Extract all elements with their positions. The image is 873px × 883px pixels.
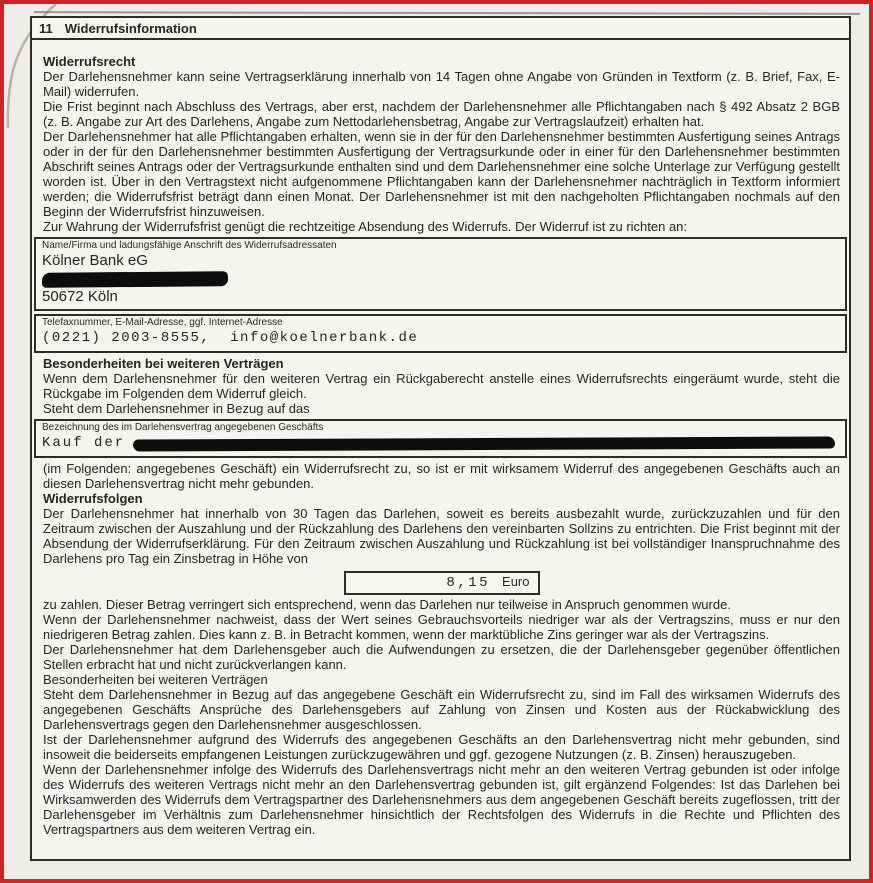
heading-widerrufsfolgen: Widerrufsfolgen [43, 491, 143, 506]
contact-field-label: Telefaxnummer, E-Mail-Adresse, ggf. Internet-Adresse [42, 317, 283, 328]
business-field-box [34, 419, 847, 458]
address-field-label: Name/Firma und ladungsfähige Anschrift des Widerrufsadressaten [42, 240, 337, 251]
business-value-prefix: Kauf der [42, 435, 126, 451]
document-body [32, 40, 849, 837]
redaction-bar-street [42, 271, 228, 288]
interest-amount-value: 8,15 [446, 575, 491, 591]
bank-name: Kölner Bank eG [42, 252, 148, 269]
redaction-bar-business [133, 436, 835, 451]
bank-city: 50672 Köln [42, 288, 118, 305]
subheading-besonderheiten-2: Besonderheiten bei weiteren Verträgen [43, 672, 268, 687]
interest-amount-box [344, 571, 540, 595]
paragraph-business-intro: Steht dem Darlehensnehmer in Bezug auf das [43, 401, 310, 416]
document-frame [30, 16, 851, 861]
paragraph-lower-interest: Wenn der Darlehensnehmer nachweist, dass der Wert seines Gebrauchsvorteils niedriger war als der Vertragszins, muss er nur den niedrigeren Betrag zahlen. Dies kann z. B. in Betracht kommen, wenn der marktübliche Zins geringer war als der Vertragszins. [43, 612, 840, 642]
contact-value: (0221) 2003-8555, info@koelnerbank.de [42, 330, 419, 346]
paragraph-return-right: Wenn dem Darlehensnehmer für den weiteren Vertrag ein Rückgaberecht anstelle eines Widerrufsrechts eingeräumt wurde, steht die Rückgabe im Folgenden dem Widerruf gleich. [43, 371, 840, 401]
paragraph-legal-consequences: Wenn der Darlehensnehmer infolge des Widerrufs des Darlehensvertrags nicht mehr an den weiteren Vertrag gebunden ist oder infolge des Widerrufs des weiteren Vertrags nicht mehr an den Darlehensvertrag gebunden ist, gilt ergänzend Folgendes: Ist das Darlehen bei Wirksamwerden des Widerrufs dem Vertragspartner des Darlehensnehmers aus dem angegebenen Geschäft bereits zugeflossen, tritt der Darlehensgeber im Verhältnis zum Darlehensnehmer hinsichtlich der Rechtsfolgen des Widerrufs in die Rechte und Pflichten des Vertragspartners aus dem weiteren Vertrag ein. [43, 762, 840, 837]
page-title: Widerrufsinformation [64, 21, 197, 36]
section-header [32, 18, 849, 40]
paragraph-repayment: Der Darlehensnehmer hat innerhalb von 30 Tagen das Darlehen, soweit es bereits ausbezahlt wurde, zurückzuzahlen und für den Zeitraum zwischen der Auszahlung und der Rückzahlung des Darlehens den vereinbarten Sollzins zu entrichten. Die Frist beginnt mit der Absendung der Widerrufserklärung. Für den Zeitraum zwischen Auszahlung und Rückzahlung ist bei vollständiger Inanspruchnahme des Darlehens pro Tag ein Zinsbetrag in Höhe von [43, 506, 840, 566]
paragraph-claims-excluded: Steht dem Darlehensnehmer in Bezug auf das angegebene Geschäft ein Widerrufsrecht zu, sind im Fall des wirksamen Widerrufs des angegebenen Geschäfts Ansprüche des Darlehensgebers auf Zahlung von Zinsen und Kosten aus der Rückabwicklung des Darlehensvertrags gegen den Darlehensnehmer ausgeschlossen. [43, 687, 840, 732]
contact-field-box [34, 314, 847, 353]
paragraph-amount-reduction: zu zahlen. Dieser Betrag verringert sich entsprechend, wenn das Darlehen nur teilweise in Anspruch genommen wurde. [43, 597, 731, 612]
scan-edge-line [34, 11, 860, 14]
paragraph-withdrawal-right: Der Darlehensnehmer kann seine Vertragserklärung innerhalb von 14 Tagen ohne Angabe von Gründen in Textform (z. B. Brief, Fax, E-Mail) widerrufen. [43, 69, 840, 99]
paragraph-expenses: Der Darlehensnehmer hat dem Darlehensgeber auch die Aufwendungen zu ersetzen, die der Darlehensgeber gegenüber öffentlichen Stellen erbracht hat und nicht zurückverlangen kann. [43, 642, 840, 672]
paragraph-return-services: Ist der Darlehensnehmer aufgrund des Widerrufs des angegebenen Geschäfts an den Darlehensvertrag nicht mehr gebunden, sind insoweit die beiderseits empfangenen Leistungen zurückzugewähren und ggf. gezogene Nutzungen (z. B. Zinsen) herauszugeben. [43, 732, 840, 762]
paragraph-deadline-start: Die Frist beginnt nach Abschluss des Vertrags, aber erst, nachdem der Darlehensnehmer alle Pflichtangaben nach § 492 Absatz 2 BGB (z. B. Angabe zur Art des Darlehens, Angabe zum Nettodarlehensbetrag, Angabe zur Vertragslaufzeit) erhalten hat. [43, 99, 840, 129]
currency-label: Euro [502, 574, 530, 589]
business-field-label: Bezeichnung des im Darlehensvertrag angegebenen Geschäfts [42, 422, 324, 433]
business-value-row [42, 434, 839, 453]
paragraph-business-continuation: (im Folgenden: angegebenes Geschäft) ein Widerrufsrecht zu, so ist er mit wirksamem Widerruf des angegebenen Geschäfts auch an diesen Darlehensvertrag nicht mehr gebunden. [43, 461, 840, 491]
heading-besonderheiten: Besonderheiten bei weiteren Verträgen [43, 356, 284, 371]
paragraph-send-withdrawal: Zur Wahrung der Widerrufsfrist genügt die rechtzeitige Absendung des Widerrufs. Der Widerruf ist zu richten an: [43, 219, 688, 234]
paragraph-mandatory-info: Der Darlehensnehmer hat alle Pflichtangaben erhalten, wenn sie in der für den Darlehensnehmer bestimmten Ausfertigung seines Antrags oder in der für den Darlehensnehmer bestimmten Ausfertigung der Vertragsurkunde oder in einer für den Darlehensnehmer bestimmten Abschrift seines Antrags oder der Vertragsurkunde enthalten sind und dem Darlehensnehmer eine solche Unterlage zur Verfügung gestellt worden ist. Über in den Vertragstext nicht aufgenommene Pflichtangaben kann der Darlehensnehmer nachträglich in Textform informiert werden; die Widerrufsfrist beträgt dann einen Monat. Der Darlehensnehmer ist mit den nachgeholten Pflichtangaben nochmals auf den Beginn der Widerrufsfrist hinzuweisen. [43, 129, 840, 219]
address-field-box [34, 237, 847, 311]
heading-widerrufsrecht: Widerrufsrecht [43, 54, 136, 69]
section-number: 11 [39, 21, 53, 36]
